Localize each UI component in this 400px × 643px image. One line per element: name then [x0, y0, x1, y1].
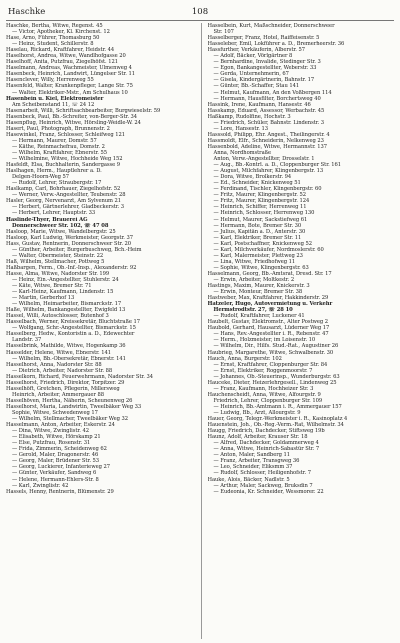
directory-entry: — Lina, Witwe, Friedhofweg 11 — [213, 258, 296, 265]
directory-entry: — Werner, Verw.-Angestellter, Teubenstr. 28 — [12, 192, 126, 199]
directory-entry: Hasselkorn, Richard, Feuerwehrmann, Nadorster Str. 34 — [6, 373, 153, 380]
directory-entry: — Herbert, Lehrer, Hauptstr. 33 — [12, 210, 96, 217]
directory-entry: — Arthur, Maler, Sackweg, Bruksdin 7 — [213, 482, 313, 489]
directory-entry: — Victor, Apotheker, Kl. Kirchenst. 12 — [12, 29, 110, 36]
directory-entry: — Herm., Holzmeister, im Loisenstr. 10 — [213, 337, 316, 344]
directory-entry: Haubold, Gerhard, Hausarzt, Lüderner Weg 17 — [207, 325, 330, 332]
directory-entry: — Franz, Kaufmann, Hochheizer Str. 3 — [213, 385, 314, 392]
directory-entry: — Georg, Luckierer, Infanterieweg 27 — [12, 464, 110, 471]
directory-entry: — Franz, Arbeiter, Transgweg 36 — [213, 458, 300, 465]
directory-entry: Hasenclever, Willy, Herrenweg 55 — [6, 77, 94, 84]
directory-entry: — Dora, Witwe, Brolkerstr. 94 — [213, 174, 292, 181]
directory-entry: — Herbert, Gärtnerlehrer, Gladbeckerstr. 3 — [12, 204, 125, 211]
directory-entry: — Rudolf, Kraftfahrer, Luckener 41 — [213, 313, 305, 320]
directory-entry: — Walter, Obermeister, Steinstr. 22 — [12, 252, 104, 259]
directory-entry: — Gerold, Maler, Dragonerstr. 46 — [12, 452, 99, 459]
directory-entry: Hatzeler, Hugo, Autovermietung u. Verkehr — [207, 301, 333, 308]
directory-entry: — Martin, Gerberhof 13 — [12, 295, 75, 302]
directory-entry: — Gisela, Kindergärtnerin, Bahnstr. 17 — [213, 77, 315, 84]
directory-entry: Str. 107 — [213, 29, 234, 36]
directory-entry: — Aug., Bb.-Kontrl. a. D., Cloppenburger Str. 161 — [213, 162, 342, 169]
directory-entry: Hass, Gustav, Rentnerin, Donnerschweer Str. 20 — [6, 240, 132, 247]
directory-entry: — Ernst, Elektriker, Roggenmoorstr. 7 — [213, 367, 313, 374]
directory-entry: — Rudolf, Schlosser, Heiligenhofstr. 7 — [213, 470, 311, 477]
directory-entry: — Wilhelm, Dir., Hilfs. Stud.-Rat., Augustiner 26 — [213, 343, 339, 350]
directory-entry: — Heinz, Student, Schillerstr. 8 — [12, 41, 94, 48]
directory-entry: — Wilhelm, Heimarbeiter, Bismarckstr. 17 — [12, 301, 122, 308]
directory-entry: — Karl, Postschaffner, Knickenweg 52 — [213, 240, 312, 247]
directory-entry: — Heinrich, Schiffer, Herrenweg 11 — [213, 204, 307, 211]
directory-entry: Haßbargen, Ferm., Ob.-Inf.-Insp., Alexanderstr. 92 — [6, 264, 137, 271]
directory-entry: — Adolf, Bäcker, Vörlgärtner 8 — [213, 53, 293, 60]
directory-entry: — Günther, Arbeiter, Burgerbuschweg, Bch.-Heim — [12, 246, 142, 253]
directory-entry: Hasenbeck, Heinrich, Landwirt, Lüngelser Str. 11 — [6, 71, 135, 78]
directory-entry: Hasert, Paul, Photograph, Brunnenstr. 2 — [6, 125, 110, 132]
column-divider — [201, 23, 202, 639]
directory-entry: — Wilhelm, Kraftfahrer, Ebnerstr. 55 — [12, 149, 107, 156]
directory-entry: Haschke, Bertha, Witwe, Regenst. 45 — [6, 23, 103, 29]
directory-entry: — Hans, Rev.-Angestellter i. R., Rebenstr. 47 — [213, 331, 329, 338]
directory-entry: Hasselhorst, Anna, Nadorster Str. 88 — [6, 361, 102, 368]
directory-entry: Hastweber, Max, Kraftfahrer, Hakkinderstr. 29 — [207, 295, 329, 302]
directory-columns — [6, 23, 396, 639]
directory-entry: Hasselhorst, Friedrich, Direktor, Torpitzer. 29 — [6, 379, 125, 386]
directory-entry: — Frida, Zimmerin, Scheidenweg 62 — [12, 446, 107, 453]
directory-entry: Hasloop, Marie, Witwe, Wandelbergstr. 25 — [6, 228, 116, 235]
directory-entry: Hasselberg, Hedw., Kontoristin a. D., Edewechter — [6, 331, 135, 338]
directory-entry: — Else, Putzfrau, Rosenstr. 31 — [12, 440, 91, 447]
directory-entry: Haslhagen, Herm., Hauptlehrer a. D. — [6, 168, 102, 175]
directory-entry: — Karl, Zwinglistr. 42 — [12, 482, 69, 489]
directory-entry: — Ernst, Kraftfahrer, Cloppenburger Str. 84 — [213, 361, 328, 368]
directory-entry: Hasewinkel, Franz, Schlosser, Schleifweg 121 — [6, 131, 125, 138]
directory-entry: Friedrich, Lehrer, Cloppenburger Str. 109 — [213, 397, 323, 404]
directory-entry: — Heinz, Ein.-Angestellter, Stuhlerstr. 24 — [12, 276, 119, 283]
directory-entry: Heinrich, Arbeiter, Ammergauer 88 — [12, 391, 104, 398]
directory-entry: Hasse, Alma, Witwe, Nadorster Str. 199 — [6, 270, 110, 277]
directory-entry: Sophie, Witwe, Schwedenweg 17 — [12, 410, 98, 416]
directory-entry: — Erwin, Arbeiter, Moltkestr. 2 — [213, 276, 295, 283]
directory-entry: Hastings, Maxim, Maurer, Knickerstr. 3 — [207, 283, 310, 290]
directory-entry: Haß, Wilhelm, Stellmacher, Pottweg 5 — [6, 258, 105, 265]
directory-entry: Hassels, Henny, Rentnerin, Blümenstr. 29 — [6, 488, 114, 495]
directory-entry: — Helmut, Maurer, Sackstiefweg 61 — [213, 216, 308, 223]
directory-entry: Hasenpflug, Heinrich, Witwe, Hörsling-Weidle-W. 24 — [6, 119, 141, 126]
directory-entry: — Fritz, Maurer, Klingenbergstr. 124 — [213, 198, 310, 205]
directory-entry: Hasseleber, Emil, Lokführer a. D., Bremerheerstr. 36 — [207, 41, 345, 48]
directory-entry: Haselhorst, Andrea, Witwe, Wandlhofgasse 20 — [6, 53, 126, 60]
directory-entry: — Dietrich, Arbeiter, Nadorster Str. 88 — [12, 367, 113, 374]
directory-entry: — Wilhelm, Bb.-Obersekretär, Ebnerstr. 141 — [12, 355, 126, 362]
directory-entry: — Johannes, Ob.-Steuerinsp., Wunderburgstr. 63 — [213, 373, 340, 380]
directory-entry: Hasloop, Karl Ludwig, Werkmeister, Georgstr. 37 — [6, 234, 133, 241]
directory-entry: Hassmoldt, Elfr., Schneiderin, Nelkenweg 23 — [207, 137, 324, 144]
directory-entry: — Helene, Hermann-Ehlers-Str. 8 — [12, 476, 99, 483]
left-column — [6, 23, 195, 639]
directory-entry: — Friedrich, Schüler, Bahnstr. Lindenstr. 3 — [213, 119, 325, 126]
directory-entry: Hermstrodtstr. 27, ☏ 28 10 — [213, 307, 293, 314]
directory-entry: Hasselbrink, Mathilde, Witwe, Hogenkamp 36 — [6, 343, 126, 350]
directory-entry: Hauch, Anna, Burgerstr. 102 — [207, 355, 282, 362]
directory-entry: Hassel, Willi, Autoschlosser, Butenhof 3 — [6, 313, 109, 320]
directory-entry: — Dina, Witwe, Zwinglistr. 42 — [12, 428, 89, 435]
directory-entry: — Erwin, Monteur, Bremer Str. 38 — [213, 289, 303, 296]
directory-entry: Landstr. 37 — [12, 337, 42, 344]
directory-entry: — Günter, Bb.-Schaffer, Stau 141 — [213, 83, 300, 90]
directory-entry: Hasselmann, Anton, Arbeiter, Eskerstr. 24 — [6, 422, 115, 429]
directory-entry: Hasselbach, Werner, Kreissekretär, Bluchtstraße 17 — [6, 319, 141, 326]
directory-entry: Haßkamp, Rudolfine, Hochstr. 3 — [207, 113, 291, 120]
directory-entry: Anton, Verw.-Angestellter, Drosselstr. 1 — [213, 156, 315, 163]
directory-entry: Anna, Nordhomstraße — [213, 149, 272, 156]
directory-entry: Donnerschweer Str. 102, ☏ 47 08 — [12, 222, 109, 229]
directory-entry: Hase, Arno, Führer, Thomasburg 50 — [6, 35, 100, 42]
directory-entry: — Helmut, Kaufmann, An den Voßbergen 114 — [213, 89, 332, 96]
directory-entry: Hasenbeck, Paul, Bb.-Schreiter, von-Berger-Str. 34 — [6, 113, 138, 120]
directory-entry: — Georg, Maler, Brüdener Str. 53 — [12, 458, 100, 465]
directory-entry: Hasenfeld, Walter, Krankenpfleger, Lange Str. 75 — [6, 83, 133, 90]
directory-entry: — Julius, Kapitän a. D., Anterstr. 30 — [213, 228, 306, 235]
directory-entry: Haunz, Adolf, Arbeiter, Krauser Str. 18 — [207, 434, 308, 441]
directory-entry: Haubrieg, Margarethe, Witwe, Schwalbenstr. 30 — [207, 349, 334, 356]
directory-entry: Hassfurther, Verkäuferin, Alberstr. 57 — [207, 47, 305, 54]
directory-entry: Hasenarbeit, Willi, Schriftsachbearbeiter, Burgwieselstr. 59 — [6, 107, 161, 114]
directory-entry: Hasselberger, Franz, Hotel, Raiffeisenstr. 5 — [207, 35, 320, 42]
directory-entry: Hasselmann, Georg, Bb.-Amtsrat, Dresd. Str. 17 — [207, 270, 332, 277]
directory-entry: — Lore, Hansestr. 13 — [213, 125, 268, 132]
directory-entry: Hasssold, Philipp, Ehr. Angest., Theilingerstr. 4 — [207, 131, 330, 138]
directory-entry: — Heinrich, Schlosser, Herrenweg 130 — [213, 210, 315, 217]
page-number: 108 — [191, 7, 209, 17]
running-head: Haschke — [8, 7, 46, 17]
directory-entry: Delgen-Hoorn-Weg 57 — [12, 174, 70, 181]
directory-entry: Hauke, Alois, Bäcker, Nadlstr. 5 — [207, 476, 290, 483]
directory-entry: Am Scheibenstand 11, ☏ 24 12 — [12, 101, 95, 108]
directory-entry: Hasfeldt, Elsa, Buchhalterin, Sandergasse 9 — [6, 162, 121, 169]
directory-entry: — Rudolf, Lehrer, Straubergstr. 17 — [12, 180, 102, 187]
directory-entry: — Egon, Bankangestellter, Weberstr. 33 — [213, 65, 317, 72]
directory-entry: Haubelt, Gustav, Elektromstr., Alter Postweg 2 — [207, 319, 329, 326]
directory-entry: — August, Milchfahrer, Klingenbergstr. 13 — [213, 168, 324, 175]
directory-entry: — Anton, Maler, Sandberg 11 — [213, 452, 291, 459]
directory-entry: — Walter, Elektriker-Mstr., Am Schulhaus 10 — [12, 89, 128, 96]
directory-entry: — Ferdinand, Tischler, Klingenbergstr. 60 — [213, 186, 322, 193]
directory-entry: — Sophie, Witwe, Klingenbergstr. 63 — [213, 264, 309, 271]
directory-entry: Haugg, Friedrich, Dachdecker, Stiftsweg 19b — [207, 428, 325, 435]
directory-entry: — Wilhelmine, Witwe, Hochheide Weg 152 — [12, 156, 123, 163]
directory-entry: — Anna, Witwe, Heinrich-Sabastür Str. 7 — [213, 446, 320, 453]
directory-entry: — Elisabeth, Witwe, Hörskamp 21 — [12, 434, 101, 441]
directory-entry: — Hermann, Maurer, Domstr. 57 — [12, 137, 97, 144]
directory-entry: — Käte, Witwe, Bremer Str. 71 — [12, 283, 92, 290]
directory-entry: Hauenstein, Joh., Ob.-Reg.-Verm.-Rat, Wilhelmstr. 34 — [207, 422, 344, 429]
directory-entry: — Hermann, Hausfilter, Borchertsweg 40 — [213, 95, 321, 102]
directory-entry: — Alfred, Dachdecker, Goldammerweg 4 — [213, 440, 319, 447]
directory-entry: — Hermann, Bote, Bremer Str. 30 — [213, 222, 302, 229]
directory-entry: Hasselder, Helene, Witwe, Ebnerstr. 141 — [6, 349, 111, 356]
directory-entry: Haselau, Rickard, Kraftfahrer, Heidstr. 44 — [6, 47, 115, 54]
directory-entry: — Heinrich, Bb.-Amtmann i. R., Ammergauer 157 — [213, 403, 342, 410]
directory-entry: — Wolfgang, Schr.-Angestellter, Bismarckstr. 15 — [12, 325, 136, 332]
directory-entry: Haselhoff, Anita, Putzfrau, Ziegelhöfst. 121 — [6, 59, 118, 66]
directory-entry: — Ed., Schneider, Knickenweg 51 — [213, 180, 301, 187]
directory-entry: — Karl, Milchverkäufer, Nordmoslerstr. 60 — [213, 246, 324, 253]
directory-entry: Haslinde-Thyer, Brauerei AG — [6, 216, 88, 223]
directory-entry: Haße, Wilhelm, Bankangestellter, Ewigfeld 13 — [6, 307, 126, 314]
directory-entry: Hasselhorst, Maria, Landwirtin, Tweelbäker Weg 33 — [6, 403, 142, 410]
directory-entry: Hassink, Irene, Kaufmann, Hansestr. 46 — [207, 101, 311, 108]
directory-entry: Hasselhöft, Gretchen, Pflegerin, Millersweg — [6, 385, 120, 392]
directory-entry: — Karl, Malermeister, Plettweg 23 — [213, 252, 303, 259]
directory-entry: Hasselhöven, Hertha, Näherin, Scheunenweg 26 — [6, 397, 133, 404]
directory-entry: — Gerda, Unternehmerin, 67 — [213, 71, 289, 78]
directory-entry: Hassenbold, Adeline, Witwe, Hermannstr. 137 — [207, 143, 328, 150]
directory-entry: Hasselbein, Kurt, Maßschneider, Donnerschweer — [207, 23, 335, 29]
directory-entry: — Karl-Heinz, Kaufmann, Lindenstr. 15 — [12, 289, 114, 296]
directory-entry: — Fritz, Maurer, Klingenbergstr. 52 — [213, 192, 306, 199]
right-column — [208, 23, 397, 639]
directory-entry: Haslkamp, Carl, Bohrhauer, Ziegelhofstr. 52 — [6, 186, 121, 193]
header-rule — [6, 20, 394, 21]
directory-entry: Hauer, Georg, Telegr.-Werkmeister i. R., Kasinoplatz 4 — [207, 416, 348, 423]
directory-entry: Hasler, Georg, Nervenarzt, Am Sylvenum 21 — [6, 198, 122, 205]
directory-entry: Hasskamp, Eduard, Assessor, Werbachstr. 45 — [207, 107, 325, 114]
page-header — [8, 6, 392, 18]
directory-entry: — Eudeonia, Kr. Schneider, Wessmorer. 22 — [213, 488, 324, 495]
directory-entry: — Ludwig, Bb., Arzt, Allourgstr. 9 — [213, 410, 301, 416]
directory-entry: — Bernhardine, Invalide, Stedinger Str. 3 — [213, 59, 321, 66]
directory-entry: — Leo, Schneider, Eliksmm 37 — [213, 464, 293, 471]
directory-entry: Hauceke, Dieter, Heizerlehrgesell., Lindenweg 25 — [207, 379, 337, 386]
directory-entry: — Karl, Elektriker, Bremer Str. 11 — [213, 234, 302, 241]
directory-entry: Hasenbein u. Kiel, Elektromeister — [6, 95, 104, 102]
directory-entry: — Günter, Verkäufer, Sandweg 6 — [12, 470, 97, 477]
directory-entry: — Käthe, Reinmachefrau, Domstr. 2 — [12, 143, 105, 150]
directory-entry: Haselmann, Andreas, Wachmeister, Ulmenweg 4 — [6, 65, 132, 72]
directory-entry: — Wilhelm, Stellmacher, Tweelbäker Weg 32 — [12, 416, 129, 423]
directory-entry: Hauchenscheidt, Anna, Witwe, Alfourgstr. 9 — [207, 391, 321, 398]
